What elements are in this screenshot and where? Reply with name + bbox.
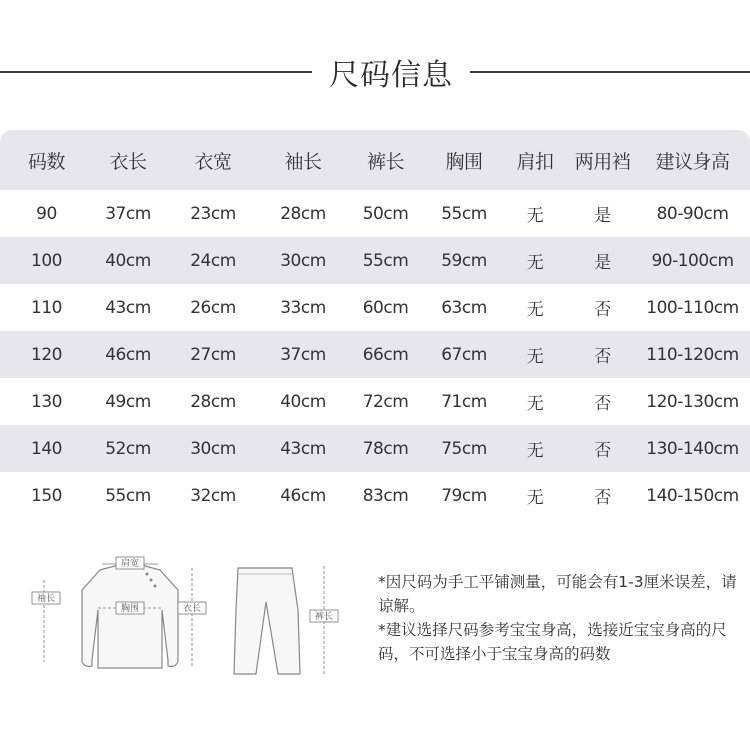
cell-size: 120 — [31, 344, 62, 365]
cell-shoulder-button: 无 — [526, 347, 544, 367]
table-row — [0, 284, 750, 331]
cell-top-width: 32cm — [190, 485, 236, 506]
cell-pants-length: 55cm — [362, 250, 409, 271]
cell-pants-length: 83cm — [362, 485, 409, 506]
table-row — [0, 331, 750, 378]
cell-shoulder-button: 无 — [526, 253, 544, 273]
size-notes — [378, 570, 738, 666]
top-length-label: 衣长 — [182, 604, 202, 614]
cell-height: 110-120cm — [646, 344, 739, 365]
table-header-row — [0, 130, 750, 190]
cell-top-width: 24cm — [190, 250, 236, 271]
chest-label: 胸围 — [120, 604, 140, 614]
cell-size: 110 — [31, 297, 62, 318]
cell-chest: 63cm — [441, 297, 487, 318]
cell-top-width: 27cm — [190, 344, 236, 365]
cell-pants-length: 66cm — [362, 344, 409, 365]
cell-height: 100-110cm — [646, 297, 739, 318]
table-body — [0, 190, 750, 519]
cell-top-length: 37cm — [105, 203, 151, 224]
cell-top-width: 23cm — [190, 203, 236, 224]
cell-dual-crotch: 是 — [594, 206, 611, 226]
cell-sleeve-length: 37cm — [280, 344, 326, 365]
header-size: 码数 — [27, 150, 65, 173]
pants-illustration — [234, 566, 338, 674]
cell-pants-length: 50cm — [362, 203, 409, 224]
header-shoulder-button: 肩扣 — [516, 150, 554, 173]
cell-pants-length: 60cm — [362, 297, 409, 318]
cell-sleeve-length: 33cm — [280, 297, 326, 318]
cell-sleeve-length: 46cm — [280, 485, 326, 506]
pants-length-label: 裤长 — [314, 612, 334, 622]
cell-shoulder-button: 无 — [526, 488, 544, 508]
cell-size: 150 — [31, 485, 62, 506]
table-row — [0, 425, 750, 472]
cell-top-length: 52cm — [105, 438, 151, 459]
header-pants-length: 裤长 — [366, 150, 404, 173]
cell-dual-crotch: 否 — [594, 300, 611, 320]
cell-size: 100 — [31, 250, 62, 271]
cell-pants-length: 72cm — [362, 391, 409, 412]
note-height-advice: *建议选择尺码参考宝宝身高，选接近宝宝身高的尺码，不可选择小于宝宝身高的码数 — [378, 621, 727, 663]
shoulder-width-label: 肩宽 — [120, 559, 140, 569]
cell-chest: 55cm — [441, 203, 487, 224]
cell-top-length: 55cm — [105, 485, 151, 506]
header-top-length: 衣长 — [109, 150, 147, 173]
table-row — [0, 190, 750, 237]
cell-chest: 79cm — [441, 485, 487, 506]
cell-top-length: 46cm — [105, 344, 151, 365]
cell-sleeve-length: 28cm — [280, 203, 326, 224]
cell-top-width: 26cm — [190, 297, 236, 318]
title-bar — [0, 44, 750, 100]
table-row — [0, 237, 750, 284]
cell-chest: 59cm — [441, 250, 487, 271]
size-table — [0, 130, 750, 519]
cell-shoulder-button: 无 — [526, 206, 544, 226]
title-divider-left — [0, 71, 312, 73]
garment-illustrations — [30, 550, 360, 690]
cell-height: 80-90cm — [656, 203, 729, 224]
cell-shoulder-button: 无 — [526, 441, 544, 461]
cell-chest: 71cm — [441, 391, 487, 412]
cell-dual-crotch: 是 — [594, 253, 611, 273]
cell-shoulder-button: 无 — [526, 394, 544, 414]
page-title: 尺码信息 — [329, 58, 453, 93]
cell-dual-crotch: 否 — [594, 441, 611, 461]
cell-sleeve-length: 30cm — [280, 250, 326, 271]
sleeve-length-label: 袖长 — [36, 594, 56, 604]
top-garment-illustration — [32, 557, 206, 668]
cell-height: 130-140cm — [646, 438, 739, 459]
cell-sleeve-length: 43cm — [280, 438, 326, 459]
cell-size: 130 — [31, 391, 62, 412]
table-row — [0, 378, 750, 425]
cell-dual-crotch: 否 — [594, 394, 611, 414]
cell-top-width: 30cm — [190, 438, 236, 459]
cell-chest: 75cm — [441, 438, 487, 459]
cell-pants-length: 78cm — [362, 438, 409, 459]
cell-size: 90 — [36, 203, 57, 224]
cell-top-length: 40cm — [105, 250, 151, 271]
header-chest: 胸围 — [445, 150, 483, 173]
measurement-diagram — [30, 550, 360, 690]
cell-top-width: 28cm — [190, 391, 236, 412]
cell-dual-crotch: 否 — [594, 347, 611, 367]
header-height: 建议身高 — [655, 150, 730, 173]
table-row — [0, 472, 750, 519]
cell-top-length: 49cm — [105, 391, 151, 412]
title-divider-right — [470, 71, 750, 73]
cell-height: 140-150cm — [646, 485, 739, 506]
cell-height: 120-130cm — [646, 391, 739, 412]
header-sleeve-length: 袖长 — [284, 150, 322, 173]
cell-height: 90-100cm — [651, 250, 734, 271]
header-top-width: 衣宽 — [194, 150, 232, 173]
cell-chest: 67cm — [441, 344, 487, 365]
cell-top-length: 43cm — [105, 297, 151, 318]
note-measurement: *因尺码为手工平铺测量，可能会有1-3厘米误差，请谅解。 — [378, 573, 737, 615]
cell-dual-crotch: 否 — [594, 488, 611, 508]
cell-sleeve-length: 40cm — [280, 391, 326, 412]
cell-shoulder-button: 无 — [526, 300, 544, 320]
header-dual-crotch: 两用裆 — [574, 150, 631, 173]
cell-size: 140 — [31, 438, 62, 459]
